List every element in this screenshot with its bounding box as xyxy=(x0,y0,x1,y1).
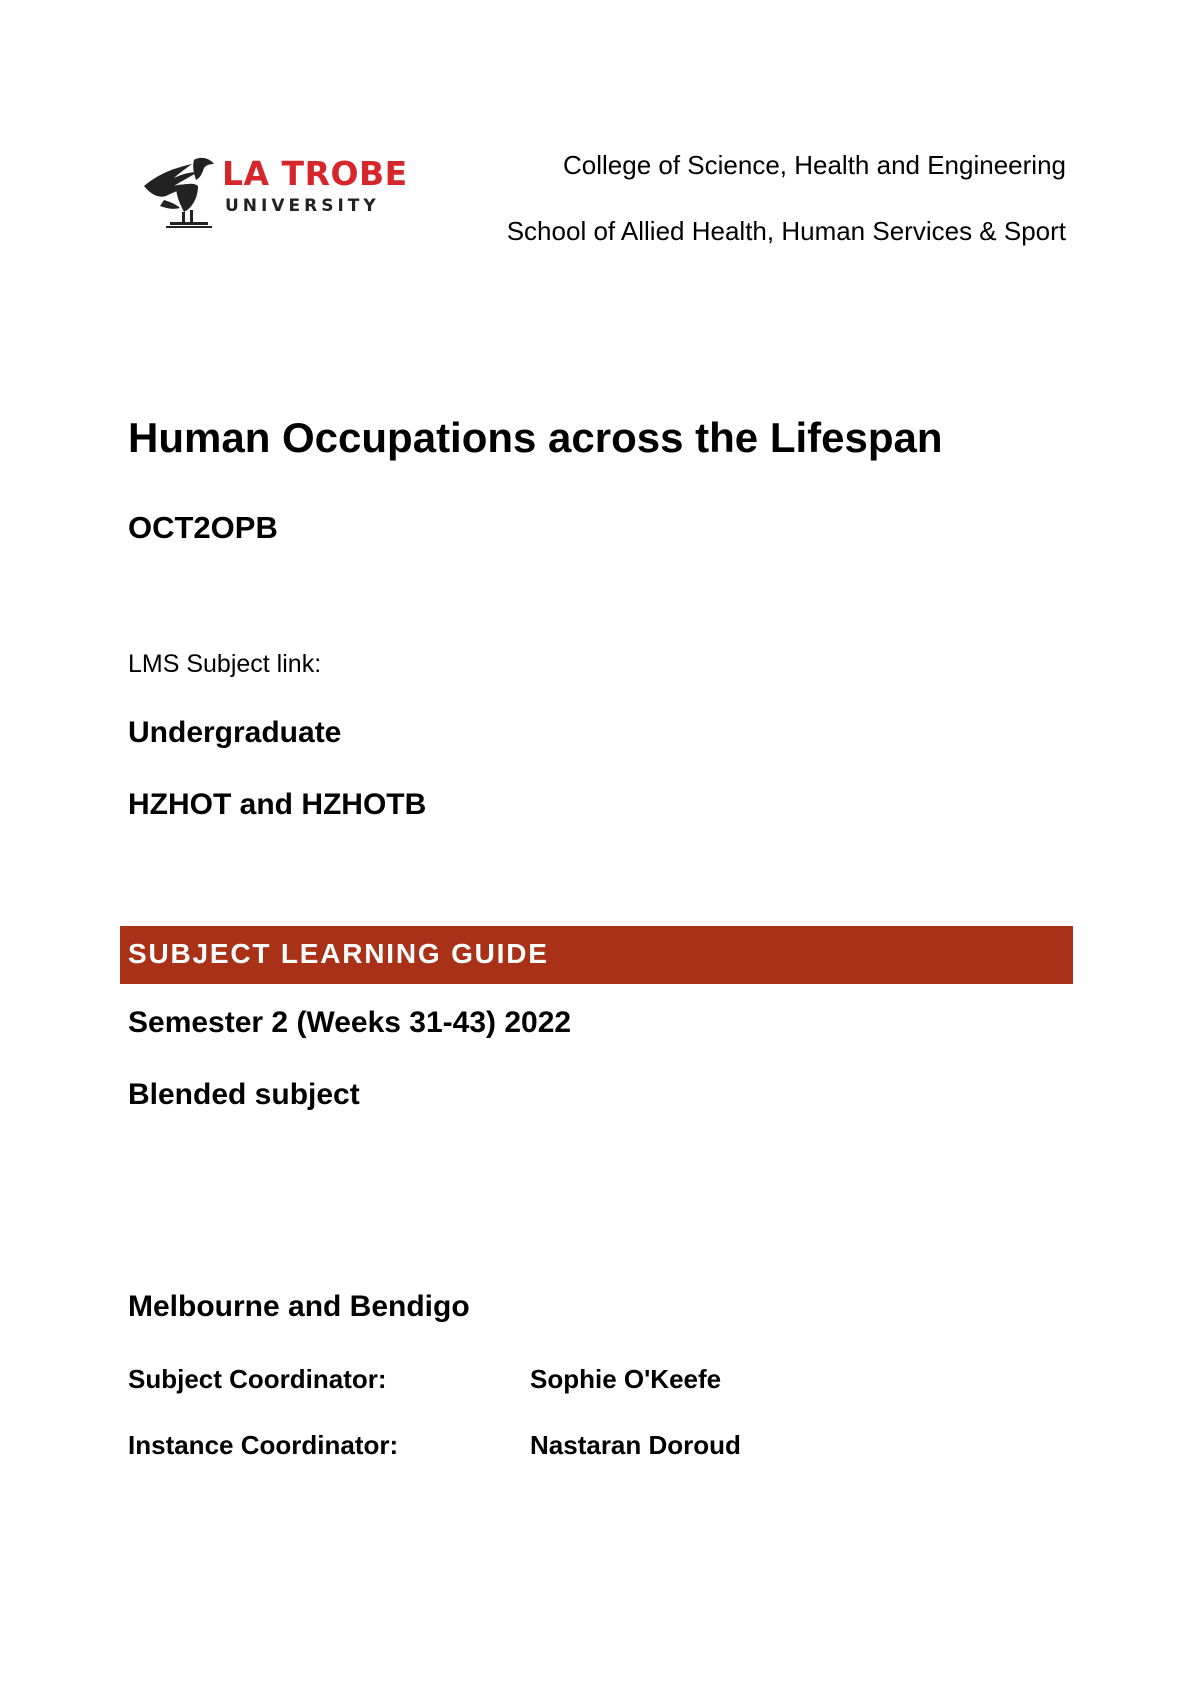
campus-info: Melbourne and Bendigo xyxy=(128,1290,470,1323)
eagle-icon xyxy=(140,156,218,230)
instance-coordinator-label: Instance Coordinator: xyxy=(128,1430,399,1460)
delivery-mode: Blended subject xyxy=(128,1078,360,1111)
instance-coordinator-name: Nastaran Doroud xyxy=(530,1430,741,1460)
college-name: College of Science, Health and Engineering xyxy=(562,150,1066,180)
course-codes: HZHOT and HZHOTB xyxy=(128,788,427,821)
section-banner xyxy=(120,926,1073,984)
semester-info: Semester 2 (Weeks 31-43) 2022 xyxy=(128,1006,572,1039)
lms-subject-link-label: LMS Subject link: xyxy=(128,650,322,678)
logo-wordmark: LA TROBE xyxy=(222,154,408,193)
study-level: Undergraduate xyxy=(128,716,342,749)
school-name: School of Allied Health, Human Services & Sport xyxy=(506,216,1066,246)
subject-title: Human Occupations across the Lifespan xyxy=(128,414,943,461)
subject-code: OCT2OPB xyxy=(128,510,278,545)
banner-title: SUBJECT LEARNING GUIDE xyxy=(128,938,549,969)
university-logo xyxy=(140,150,430,230)
subject-coordinator-name: Sophie O'Keefe xyxy=(530,1364,722,1394)
subject-coordinator-label: Subject Coordinator: xyxy=(128,1364,387,1394)
logo-subtext: UNIVERSITY xyxy=(225,196,380,216)
